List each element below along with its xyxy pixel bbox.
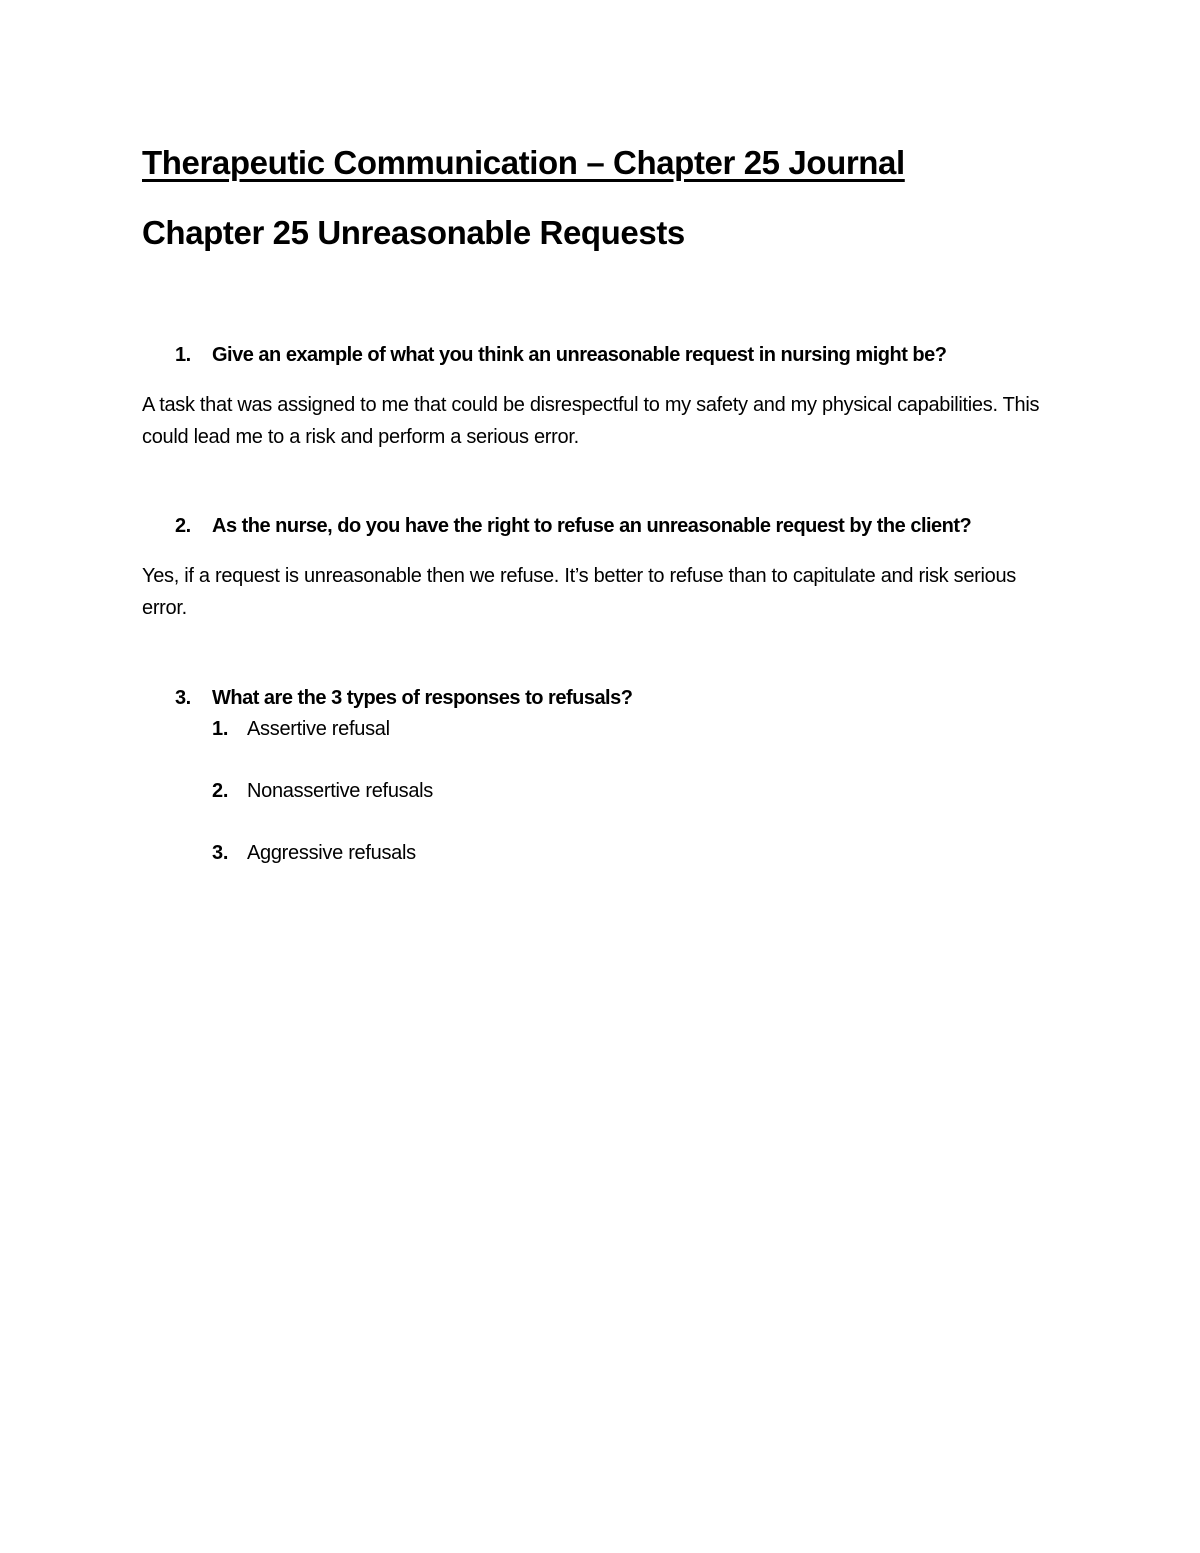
question-text: Give an example of what you think an unreasonable request in nursing might be? [212,344,947,366]
question-text: As the nurse, do you have the right to refuse an unreasonable request by the client? [212,515,972,537]
list-item-text: Assertive refusal [247,718,390,740]
question-2 [175,515,971,538]
question-number: 3. [175,687,191,709]
question-3 [175,687,632,710]
answer-1: A task that was assigned to me that could be disrespectful to my safety and my physical capabilities. This could lead me to a risk and perform a serious error. [142,394,1040,448]
list-item [212,718,390,741]
answer-2: Yes, if a request is unreasonable then we refuse. It’s better to refuse than to capitulate and risk serious error. [142,565,1016,619]
question-1 [175,344,946,367]
list-item-number: 3. [212,842,229,864]
question-number: 1. [175,344,191,366]
question-text: What are the 3 types of responses to refusals? [212,687,633,709]
question-number: 2. [175,515,191,537]
list-item-number: 1. [212,718,229,740]
list-item [212,842,416,865]
list-item-text: Nonassertive refusals [247,780,434,802]
list-item-number: 2. [212,780,229,802]
document-subtitle: Chapter 25 Unreasonable Requests [142,214,685,251]
document-title: Therapeutic Communication – Chapter 25 Journal [142,144,905,181]
list-item [212,780,433,803]
list-item-text: Aggressive refusals [247,842,416,864]
